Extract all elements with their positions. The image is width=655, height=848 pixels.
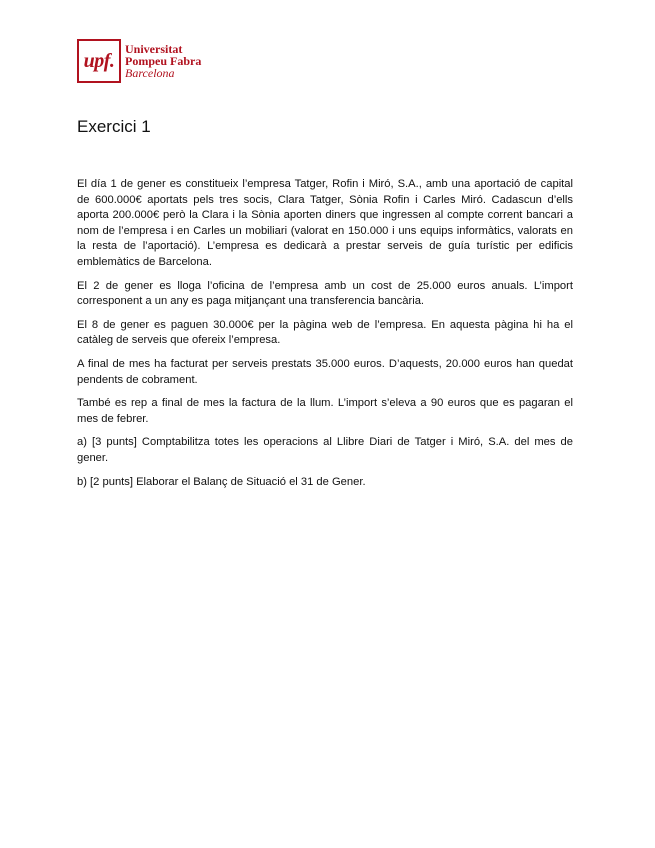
logo-line-2: Pompeu Fabra [125, 54, 202, 68]
paragraph-billing: A final de mes ha facturat per serveis prestats 35.000 euros. D’aquests, 20.000 euros han quedat pendents de cobrament. [77, 357, 573, 386]
paragraph-electricity: També es rep a final de mes la factura de la llum. L’import s’eleva a 90 euros que es pagaran el mes de febrer. [77, 397, 573, 425]
paragraph-web-page: El 8 de gener es paguen 30.000€ per la pàgina web de l’empresa. En aquesta pàgina hi ha el catàleg de serveis que ofereix l’empresa. [77, 318, 573, 347]
university-logo [77, 38, 201, 84]
exercise-body [77, 177, 573, 498]
question-a: a) [3 punts] Comptabilitza totes les operacions al Llibre Diari de Tatger i Miró, S.A. del mes de gener. [77, 436, 573, 464]
paragraph-founding: El día 1 de gener es constitueix l’empresa Tatger, Rofin i Miró, S.A., amb una aportació de capital de 600.000€ aportats pels tres socis, Clara Tatger, Sònia Rofin i Carles Miró. Cadascun d’ells aporta 200.000€ però la Clara i la Sònia aporten diners que ingressen al compte corrent bancari a nom de l’empresa i en Carles un mobiliari (valorat en 150.000 i uns equips informàtics, valorats en la resta de l’aportació). L’empresa es dedicarà a prestar serveis de guía turístic per edificis emblemàtics de Barcelona. [77, 178, 573, 268]
paragraph-office-rent: El 2 de gener es lloga l’oficina de l’empresa amb un cost de 25.000 euros anuals. L’import corresponent a un any es paga mitjançant una transferencia bancària. [77, 279, 573, 308]
logo-line-1: Universitat [125, 42, 183, 56]
question-b: b) [2 punts] Elaborar el Balanç de Situació el 31 de Gener. [77, 475, 366, 488]
logo-wordmark [125, 43, 201, 79]
upf-logo-mark: upf. [77, 39, 121, 83]
exercise-title: Exercici 1 [77, 117, 151, 136]
logo-line-3: Barcelona [125, 66, 175, 80]
